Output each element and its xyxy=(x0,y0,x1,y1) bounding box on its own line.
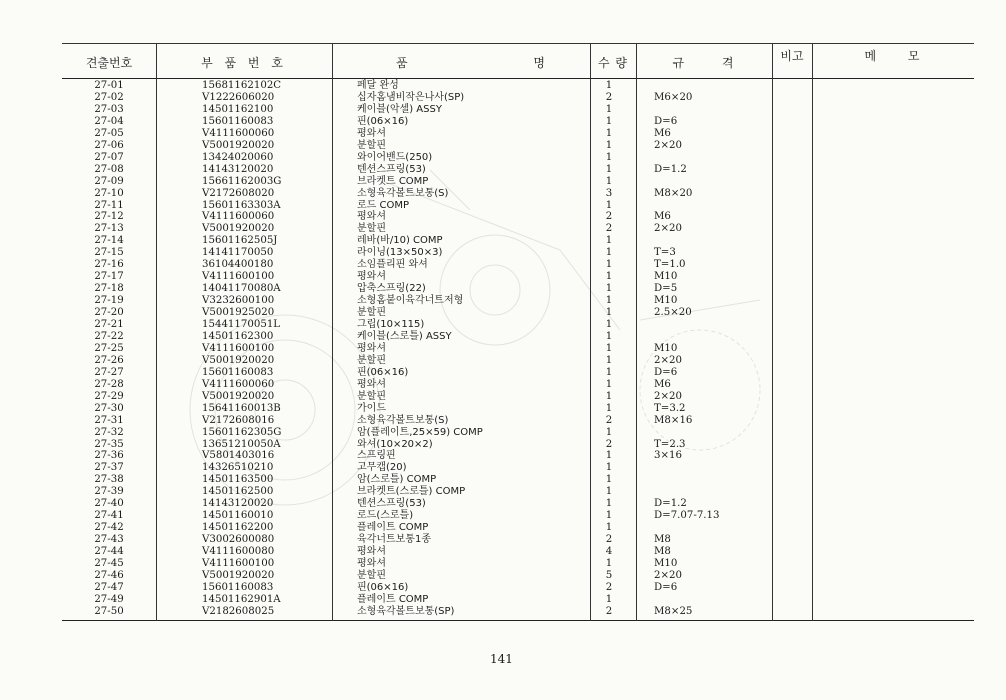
table-row xyxy=(62,582,974,593)
table-row xyxy=(62,558,974,569)
cell-part-name: 케이블(악셀) ASSY xyxy=(357,103,442,115)
cell-no: 27-02 xyxy=(94,91,124,103)
cell-spec: M8×16 xyxy=(654,414,693,426)
header-memo: 메 모 xyxy=(864,49,922,63)
cell-quantity: 1 xyxy=(605,259,613,271)
cell-part-number: 15601162505J xyxy=(202,235,278,247)
cell-no: 27-36 xyxy=(94,450,124,462)
header-rule xyxy=(62,78,974,79)
cell-no: 27-01 xyxy=(94,80,124,91)
table-row xyxy=(62,450,974,461)
table-row xyxy=(62,331,974,342)
table-row xyxy=(62,235,974,246)
cell-part-name: 분할핀 xyxy=(357,569,386,581)
cell-no: 27-27 xyxy=(94,366,124,378)
cell-spec: T=3.2 xyxy=(654,402,686,414)
cell-spec: T=2.3 xyxy=(654,438,686,450)
table-row xyxy=(62,474,974,485)
cell-quantity: 1 xyxy=(605,330,613,342)
table-row xyxy=(62,128,974,139)
cell-spec: M8×25 xyxy=(654,605,693,617)
cell-part-number: V4111600080 xyxy=(202,546,275,558)
cell-part-number: V3002600080 xyxy=(202,534,275,546)
cell-part-number: 14501162500 xyxy=(202,486,274,498)
header-part-name: 품 명 xyxy=(396,56,546,70)
cell-no: 27-19 xyxy=(94,295,124,307)
cell-quantity: 3 xyxy=(605,187,613,199)
table-row xyxy=(62,247,974,258)
table-top-rule xyxy=(62,43,974,44)
cell-spec: M10 xyxy=(654,271,678,283)
cell-no: 27-45 xyxy=(94,558,124,569)
cell-quantity: 1 xyxy=(605,390,613,402)
cell-part-name: 라이닝(13×50×3) xyxy=(357,247,443,259)
cell-part-number: 15681162102C xyxy=(202,80,282,91)
cell-quantity: 1 xyxy=(605,80,613,91)
cell-no: 27-13 xyxy=(94,223,124,235)
table-row xyxy=(62,307,974,318)
cell-part-number: V2172608020 xyxy=(202,187,275,199)
cell-part-number: 15601160083 xyxy=(202,366,274,378)
cell-no: 27-30 xyxy=(94,402,124,414)
table-row xyxy=(62,510,974,521)
cell-part-number: V3232600100 xyxy=(202,295,275,307)
cell-part-number: V5801403016 xyxy=(202,450,275,462)
table-row xyxy=(62,223,974,234)
cell-part-number: V4111600100 xyxy=(202,558,275,569)
cell-spec: 2×20 xyxy=(654,569,682,581)
cell-spec: D=1.2 xyxy=(654,163,687,175)
cell-spec: D=6 xyxy=(654,115,678,127)
table-row xyxy=(62,140,974,151)
table-row xyxy=(62,188,974,199)
cell-quantity: 1 xyxy=(605,593,613,605)
cell-part-number: 15641160013B xyxy=(202,402,281,414)
cell-part-name: 분할핀 xyxy=(357,139,386,151)
cell-quantity: 2 xyxy=(605,211,613,223)
table-row xyxy=(62,343,974,354)
cell-spec: 2×20 xyxy=(654,139,682,151)
cell-part-name: 육각너트보통1종 xyxy=(357,534,431,546)
cell-no: 27-06 xyxy=(94,139,124,151)
cell-part-number: 15601160083 xyxy=(202,115,274,127)
cell-spec: M8 xyxy=(654,534,671,546)
cell-spec: M10 xyxy=(654,558,678,569)
cell-no: 27-04 xyxy=(94,115,124,127)
table-row xyxy=(62,283,974,294)
cell-spec: T=3 xyxy=(654,247,676,259)
cell-part-number: 14501162200 xyxy=(202,522,274,534)
cell-part-name: 평와셔 xyxy=(357,546,386,558)
cell-part-name: 로드(스로틀) xyxy=(357,510,414,522)
table-row xyxy=(62,259,974,270)
cell-part-name: 핀(06×16) xyxy=(357,115,409,127)
cell-part-number: 14143120020 xyxy=(202,163,274,175)
cell-part-name: 핀(06×16) xyxy=(357,366,409,378)
cell-no: 27-28 xyxy=(94,378,124,390)
cell-quantity: 1 xyxy=(605,115,613,127)
cell-quantity: 1 xyxy=(605,510,613,522)
cell-part-name: 페달 완성 xyxy=(357,80,399,91)
header-quantity: 수 량 xyxy=(598,56,628,70)
table-row xyxy=(62,164,974,175)
cell-no: 27-43 xyxy=(94,534,124,546)
parts-table xyxy=(62,43,974,622)
cell-no: 27-03 xyxy=(94,103,124,115)
table-row xyxy=(62,546,974,557)
table-row xyxy=(62,367,974,378)
cell-no: 27-39 xyxy=(94,486,124,498)
cell-part-number: V2172608016 xyxy=(202,414,275,426)
table-row xyxy=(62,415,974,426)
cell-no: 27-16 xyxy=(94,259,124,271)
cell-quantity: 2 xyxy=(605,605,613,617)
cell-quantity: 1 xyxy=(605,235,613,247)
cell-part-name: 브라켓트 COMP xyxy=(357,175,429,187)
table-row xyxy=(62,211,974,222)
cell-no: 27-46 xyxy=(94,569,124,581)
table-row xyxy=(62,295,974,306)
cell-part-number: V5001920020 xyxy=(202,390,275,402)
cell-part-name: 소형육각볼트보통(S) xyxy=(357,187,449,199)
table-row xyxy=(62,319,974,330)
cell-part-number: V2182608025 xyxy=(202,605,275,617)
table-row xyxy=(62,176,974,187)
cell-quantity: 1 xyxy=(605,139,613,151)
cell-part-name: 분할핀 xyxy=(357,223,386,235)
cell-no: 27-32 xyxy=(94,426,124,438)
cell-part-number: 14501162300 xyxy=(202,330,274,342)
cell-no: 27-29 xyxy=(94,390,124,402)
table-row xyxy=(62,116,974,127)
cell-no: 27-38 xyxy=(94,474,124,486)
table-row xyxy=(62,391,974,402)
cell-no: 27-40 xyxy=(94,498,124,510)
cell-part-name: 소형육각볼트보통(SP) xyxy=(357,605,455,617)
cell-no: 27-26 xyxy=(94,354,124,366)
cell-quantity: 2 xyxy=(605,91,613,103)
table-row xyxy=(62,439,974,450)
cell-no: 27-20 xyxy=(94,307,124,319)
cell-part-number: V5001920020 xyxy=(202,354,275,366)
cell-spec: 3×16 xyxy=(654,450,682,462)
cell-no: 27-25 xyxy=(94,342,124,354)
header-part-number: 부 품 번 호 xyxy=(201,56,287,70)
cell-no: 27-18 xyxy=(94,283,124,295)
cell-part-number: 36104400180 xyxy=(202,259,274,271)
cell-part-name: 평와셔 xyxy=(357,211,386,223)
cell-part-name: 플레이트 COMP xyxy=(357,522,429,534)
cell-part-number: 14501162901A xyxy=(202,593,281,605)
cell-quantity: 1 xyxy=(605,175,613,187)
cell-quantity: 1 xyxy=(605,486,613,498)
cell-quantity: 1 xyxy=(605,474,613,486)
cell-part-number: 14501163500 xyxy=(202,474,274,486)
cell-quantity: 1 xyxy=(605,103,613,115)
cell-part-number: V4111600100 xyxy=(202,271,275,283)
cell-quantity: 1 xyxy=(605,342,613,354)
cell-quantity: 1 xyxy=(605,271,613,283)
cell-part-number: 14041170080A xyxy=(202,283,281,295)
cell-quantity: 1 xyxy=(605,354,613,366)
cell-no: 27-21 xyxy=(94,319,124,330)
table-row xyxy=(62,427,974,438)
table-row xyxy=(62,522,974,533)
cell-quantity: 1 xyxy=(605,295,613,307)
cell-part-number: 14501160010 xyxy=(202,510,274,522)
table-row xyxy=(62,200,974,211)
table-row xyxy=(62,594,974,605)
cell-spec: D=6 xyxy=(654,366,678,378)
cell-quantity: 1 xyxy=(605,307,613,319)
cell-quantity: 1 xyxy=(605,426,613,438)
cell-part-name: 레바(바/10) COMP xyxy=(357,235,443,247)
cell-spec: D=6 xyxy=(654,581,678,593)
cell-part-name: 분할핀 xyxy=(357,390,386,402)
cell-spec: 2×20 xyxy=(654,390,682,402)
cell-no: 27-49 xyxy=(94,593,124,605)
cell-quantity: 1 xyxy=(605,378,613,390)
cell-quantity: 1 xyxy=(605,558,613,569)
cell-spec: D=5 xyxy=(654,283,678,295)
cell-no: 27-12 xyxy=(94,211,124,223)
cell-no: 27-37 xyxy=(94,462,124,474)
cell-part-name: 분할핀 xyxy=(357,307,386,319)
cell-no: 27-44 xyxy=(94,546,124,558)
cell-part-name: 평와셔 xyxy=(357,378,386,390)
cell-part-name: 소임플리핀 와셔 xyxy=(357,259,428,271)
cell-part-name: 텐션스프링(53) xyxy=(357,498,426,510)
cell-part-name: 로드 COMP xyxy=(357,199,410,211)
cell-no: 27-50 xyxy=(94,605,124,617)
cell-spec: M6 xyxy=(654,127,671,139)
table-row xyxy=(62,606,974,617)
table-row xyxy=(62,534,974,545)
cell-spec: M8 xyxy=(654,546,671,558)
cell-no: 27-42 xyxy=(94,522,124,534)
cell-part-name: 평와셔 xyxy=(357,342,386,354)
cell-part-number: V5001920020 xyxy=(202,223,275,235)
table-row xyxy=(62,104,974,115)
cell-part-name: 고무캡(20) xyxy=(357,462,407,474)
table-bottom-rule xyxy=(62,620,974,621)
cell-spec: M10 xyxy=(654,295,678,307)
cell-part-name: 가이드 xyxy=(357,402,386,414)
cell-spec: 2×20 xyxy=(654,354,682,366)
cell-spec: M6 xyxy=(654,211,671,223)
cell-part-number: V1222606020 xyxy=(202,91,275,103)
page-number: 141 xyxy=(490,652,513,666)
cell-quantity: 1 xyxy=(605,163,613,175)
cell-quantity: 1 xyxy=(605,247,613,259)
cell-part-name: 소형홈붙이육각너트저형 xyxy=(357,295,464,307)
cell-part-number: 15601163303A xyxy=(202,199,281,211)
table-row xyxy=(62,355,974,366)
table-row xyxy=(62,486,974,497)
cell-quantity: 1 xyxy=(605,127,613,139)
cell-quantity: 2 xyxy=(605,581,613,593)
cell-part-number: 15661162003G xyxy=(202,175,282,187)
cell-no: 27-11 xyxy=(94,199,124,211)
cell-part-name: 분할핀 xyxy=(357,354,386,366)
cell-quantity: 1 xyxy=(605,522,613,534)
cell-spec: D=1.2 xyxy=(654,498,687,510)
cell-part-number: V4111600060 xyxy=(202,127,275,139)
cell-part-name: 십자홈냄비작은나사(SP) xyxy=(357,91,465,103)
table-row xyxy=(62,80,974,91)
cell-part-name: 와셔(10×20×2) xyxy=(357,438,433,450)
cell-part-name: 평와셔 xyxy=(357,127,386,139)
cell-part-name: 와이어밴드(250) xyxy=(357,151,433,163)
cell-no: 27-17 xyxy=(94,271,124,283)
table-row xyxy=(62,403,974,414)
cell-quantity: 1 xyxy=(605,366,613,378)
table-row xyxy=(62,570,974,581)
cell-no: 27-10 xyxy=(94,187,124,199)
cell-part-name: 브라켓트(스로틀) COMP xyxy=(357,486,466,498)
cell-no: 27-14 xyxy=(94,235,124,247)
cell-part-name: 텐션스프링(53) xyxy=(357,163,426,175)
cell-part-name: 평와셔 xyxy=(357,558,386,569)
cell-spec: 2×20 xyxy=(654,223,682,235)
cell-part-number: 14143120020 xyxy=(202,498,274,510)
cell-quantity: 1 xyxy=(605,319,613,330)
cell-quantity: 1 xyxy=(605,498,613,510)
cell-quantity: 1 xyxy=(605,199,613,211)
cell-no: 27-08 xyxy=(94,163,124,175)
cell-part-number: 14326510210 xyxy=(202,462,274,474)
cell-part-number: V4111600060 xyxy=(202,211,275,223)
cell-part-number: 13424020060 xyxy=(202,151,274,163)
table-row xyxy=(62,498,974,509)
cell-quantity: 5 xyxy=(605,569,613,581)
cell-part-name: 암(스로틀) COMP xyxy=(357,474,437,486)
header-spec: 규 격 xyxy=(672,56,736,70)
cell-quantity: 1 xyxy=(605,450,613,462)
cell-spec: M8×20 xyxy=(654,187,693,199)
cell-part-number: V5001920020 xyxy=(202,569,275,581)
table-row xyxy=(62,379,974,390)
cell-no: 27-41 xyxy=(94,510,124,522)
table-row xyxy=(62,92,974,103)
cell-part-number: 13651210050A xyxy=(202,438,281,450)
cell-spec: 2.5×20 xyxy=(654,307,692,319)
cell-no: 27-05 xyxy=(94,127,124,139)
cell-part-name: 그립(10×115) xyxy=(357,319,425,330)
cell-part-name: 평와셔 xyxy=(357,271,386,283)
cell-part-name: 플레이트 COMP xyxy=(357,593,429,605)
cell-part-name: 핀(06×16) xyxy=(357,581,409,593)
cell-part-number: 15601162305G xyxy=(202,426,282,438)
cell-part-number: V4111600060 xyxy=(202,378,275,390)
cell-spec: D=7.07-7.13 xyxy=(654,510,720,522)
cell-no: 27-35 xyxy=(94,438,124,450)
header-remark: 비고 xyxy=(780,49,804,63)
cell-spec: M10 xyxy=(654,342,678,354)
cell-no: 27-31 xyxy=(94,414,124,426)
cell-quantity: 1 xyxy=(605,283,613,295)
cell-part-number: 15441170051L xyxy=(202,319,281,330)
cell-quantity: 2 xyxy=(605,223,613,235)
cell-quantity: 1 xyxy=(605,151,613,163)
cell-spec: T=1.0 xyxy=(654,259,686,271)
cell-part-number: V4111600100 xyxy=(202,342,275,354)
cell-no: 27-47 xyxy=(94,581,124,593)
table-row xyxy=(62,271,974,282)
cell-quantity: 2 xyxy=(605,534,613,546)
cell-part-name: 스프링핀 xyxy=(357,450,396,462)
cell-no: 27-09 xyxy=(94,175,124,187)
cell-part-name: 소형육각볼트보통(S) xyxy=(357,414,449,426)
table-row xyxy=(62,152,974,163)
cell-part-number: 15601160083 xyxy=(202,581,274,593)
cell-part-number: 14141170050 xyxy=(202,247,274,259)
cell-no: 27-15 xyxy=(94,247,124,259)
cell-part-number: 14501162100 xyxy=(202,103,274,115)
cell-part-name: 케이블(스로틀) ASSY xyxy=(357,330,452,342)
cell-quantity: 1 xyxy=(605,462,613,474)
cell-part-number: V5001925020 xyxy=(202,307,275,319)
cell-no: 27-07 xyxy=(94,151,124,163)
cell-part-name: 암(플레이트,25×59) COMP xyxy=(357,426,483,438)
cell-quantity: 2 xyxy=(605,438,613,450)
cell-spec: M6×20 xyxy=(654,91,693,103)
cell-spec: M6 xyxy=(654,378,671,390)
cell-no: 27-22 xyxy=(94,330,124,342)
cell-quantity: 4 xyxy=(605,546,613,558)
cell-part-number: V5001920020 xyxy=(202,139,275,151)
cell-part-name: 압축스프링(22) xyxy=(357,283,426,295)
header-no: 견출번호 xyxy=(85,56,133,70)
cell-quantity: 1 xyxy=(605,402,613,414)
table-row xyxy=(62,462,974,473)
cell-quantity: 2 xyxy=(605,414,613,426)
